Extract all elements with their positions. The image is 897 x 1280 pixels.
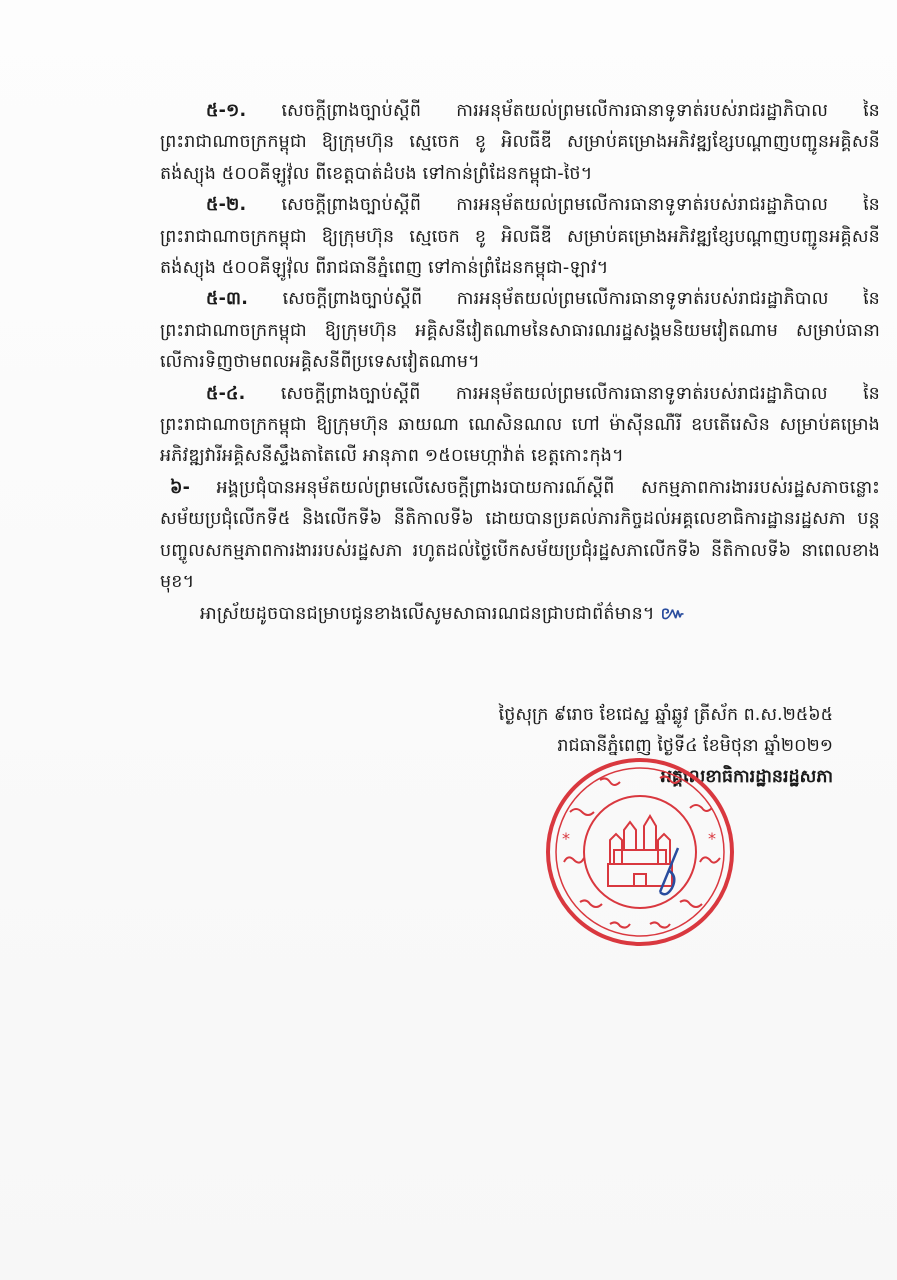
paragraph-5-1 bbox=[160, 96, 880, 190]
paragraph-6 bbox=[160, 473, 880, 599]
paragraph-text: សេចក្ដីព្រាងច្បាប់ស្ដីពី ការអនុម័តយល់ព្រមលើការធានាទូទាត់របស់រាជរដ្ឋាភិបាល នៃព្រះរាជាណាចក្រកម្ពុជា ឱ្យក្រុមហ៊ុន ស្មេចេក ខូ អិលធីឌី សម្រាប់គម្រោងអភិវឌ្ឍខ្សែបណ្ដាញបញ្ជូនអគ្គិសនី តង់ស្យុង ៥០០គីឡូវ៉ុល ពីខេត្តបាត់ដំបង ទៅកាន់ព្រំដែនកម្ពុជា-ថៃ។ bbox=[160, 101, 880, 184]
signatory-title: អគ្គលេខាធិការដ្ឋានរដ្ឋសភា bbox=[660, 767, 833, 787]
paragraph-text: អង្គប្រជុំបានអនុម័តយល់ព្រមលើសេចក្ដីព្រាងរបាយការណ៍ស្ដីពី សកម្មភាពការងាររបស់រដ្ឋសភាចន្លោះសម័យប្រជុំលើកទី៥ និងលើកទី៦ នីតិកាលទី៦ ដោយបានប្រគល់ភារកិច្ចដល់អគ្គលេខាធិការដ្ឋានរដ្ឋសភា បន្តបញ្ចូលសកម្មភាពការងាររបស់រដ្ឋសភា រហូតដល់ថ្ងៃបើកសម័យប្រជុំរដ្ឋសភាលើកទី៦ នីតិកាលទី៦ នាពេលខាងមុខ។ bbox=[160, 477, 881, 593]
paragraph-number: ៦- bbox=[170, 477, 191, 498]
paragraph-text: សេចក្ដីព្រាងច្បាប់ស្ដីពី ការអនុម័តយល់ព្រមលើការធានាទូទាត់របស់រាជរដ្ឋាភិបាល នៃព្រះរាជាណាចក្រកម្ពុជា ឱ្យក្រុមហ៊ុន អគ្គិសនីវៀតណាមនៃសាធារណរដ្ឋសង្គមនិយមវៀតណាម សម្រាប់ធានាលើការទិញថាមពលអគ្គិសនីពីប្រទេសវៀតណាម។ bbox=[160, 289, 880, 373]
document-body bbox=[160, 96, 880, 630]
paragraph-text: សេចក្ដីព្រាងច្បាប់ស្ដីពី ការអនុម័តយល់ព្រមលើការធានាទូទាត់របស់រាជរដ្ឋាភិបាល នៃព្រះរាជាណាចក្រកម្ពុជា ឱ្យក្រុមហ៊ុន ឆាយណា ណេសិនណល ហៅ ម៉ាស៊ីនណឺរី ឧបតើរេសិន សម្រាប់គម្រោងអភិវឌ្ឍវារីអគ្គិសនីស្ទឹងតាតៃលើ អានុភាព ១៥០មេហ្កាវ៉ាត់ ខេត្តកោះកុង។ bbox=[160, 383, 880, 467]
closing-text: អាស្រ័យដូចបានជម្រាបជូនខាងលើសូមសាធារណជនជ្រាបជាព័ត៌មាន។ bbox=[200, 603, 655, 624]
paragraph-5-2 bbox=[160, 190, 880, 284]
official-seal-icon bbox=[540, 752, 740, 952]
svg-text:*: * bbox=[562, 829, 570, 848]
paragraph-number: ៥-៤. bbox=[206, 383, 246, 404]
paragraph-number: ៥-៣. bbox=[206, 289, 249, 310]
lunar-date: ថ្ងៃសុក្រ ៩រោច ខែជេស្ឋ ឆ្នាំឆ្លូវ ត្រីស័ក ព.ស.២៥៦៥ bbox=[498, 705, 833, 725]
paragraph-number: ៥-១. bbox=[206, 101, 247, 121]
paragraph-number: ៥-២. bbox=[206, 195, 247, 216]
paragraph-text: សេចក្ដីព្រាងច្បាប់ស្ដីពី ការអនុម័តយល់ព្រមលើការធានាទូទាត់របស់រាជរដ្ឋាភិបាល នៃព្រះរាជាណាចក្រកម្ពុជា ឱ្យក្រុមហ៊ុន ស្មេចេក ខូ អិលធីឌី សម្រាប់គម្រោងអភិវឌ្ឍខ្សែបណ្ដាញបញ្ជូនអគ្គិសនី តង់ស្យុង ៥០០គីឡូវ៉ុល ពីរាជធានីភ្នំពេញ ទៅកាន់ព្រំដែនកម្ពុជា-ឡាវ។ bbox=[160, 195, 880, 279]
closing-statement bbox=[160, 599, 880, 630]
paragraph-5-4 bbox=[160, 379, 880, 473]
svg-text:*: * bbox=[708, 829, 716, 848]
closing-flourish-mark: ៚ bbox=[660, 603, 686, 624]
paragraph-5-3 bbox=[160, 284, 880, 378]
solar-date: រាជធានីភ្នំពេញ ថ្ងៃទី៤ ខែមិថុនា ឆ្នាំ២០២១ bbox=[557, 736, 833, 756]
